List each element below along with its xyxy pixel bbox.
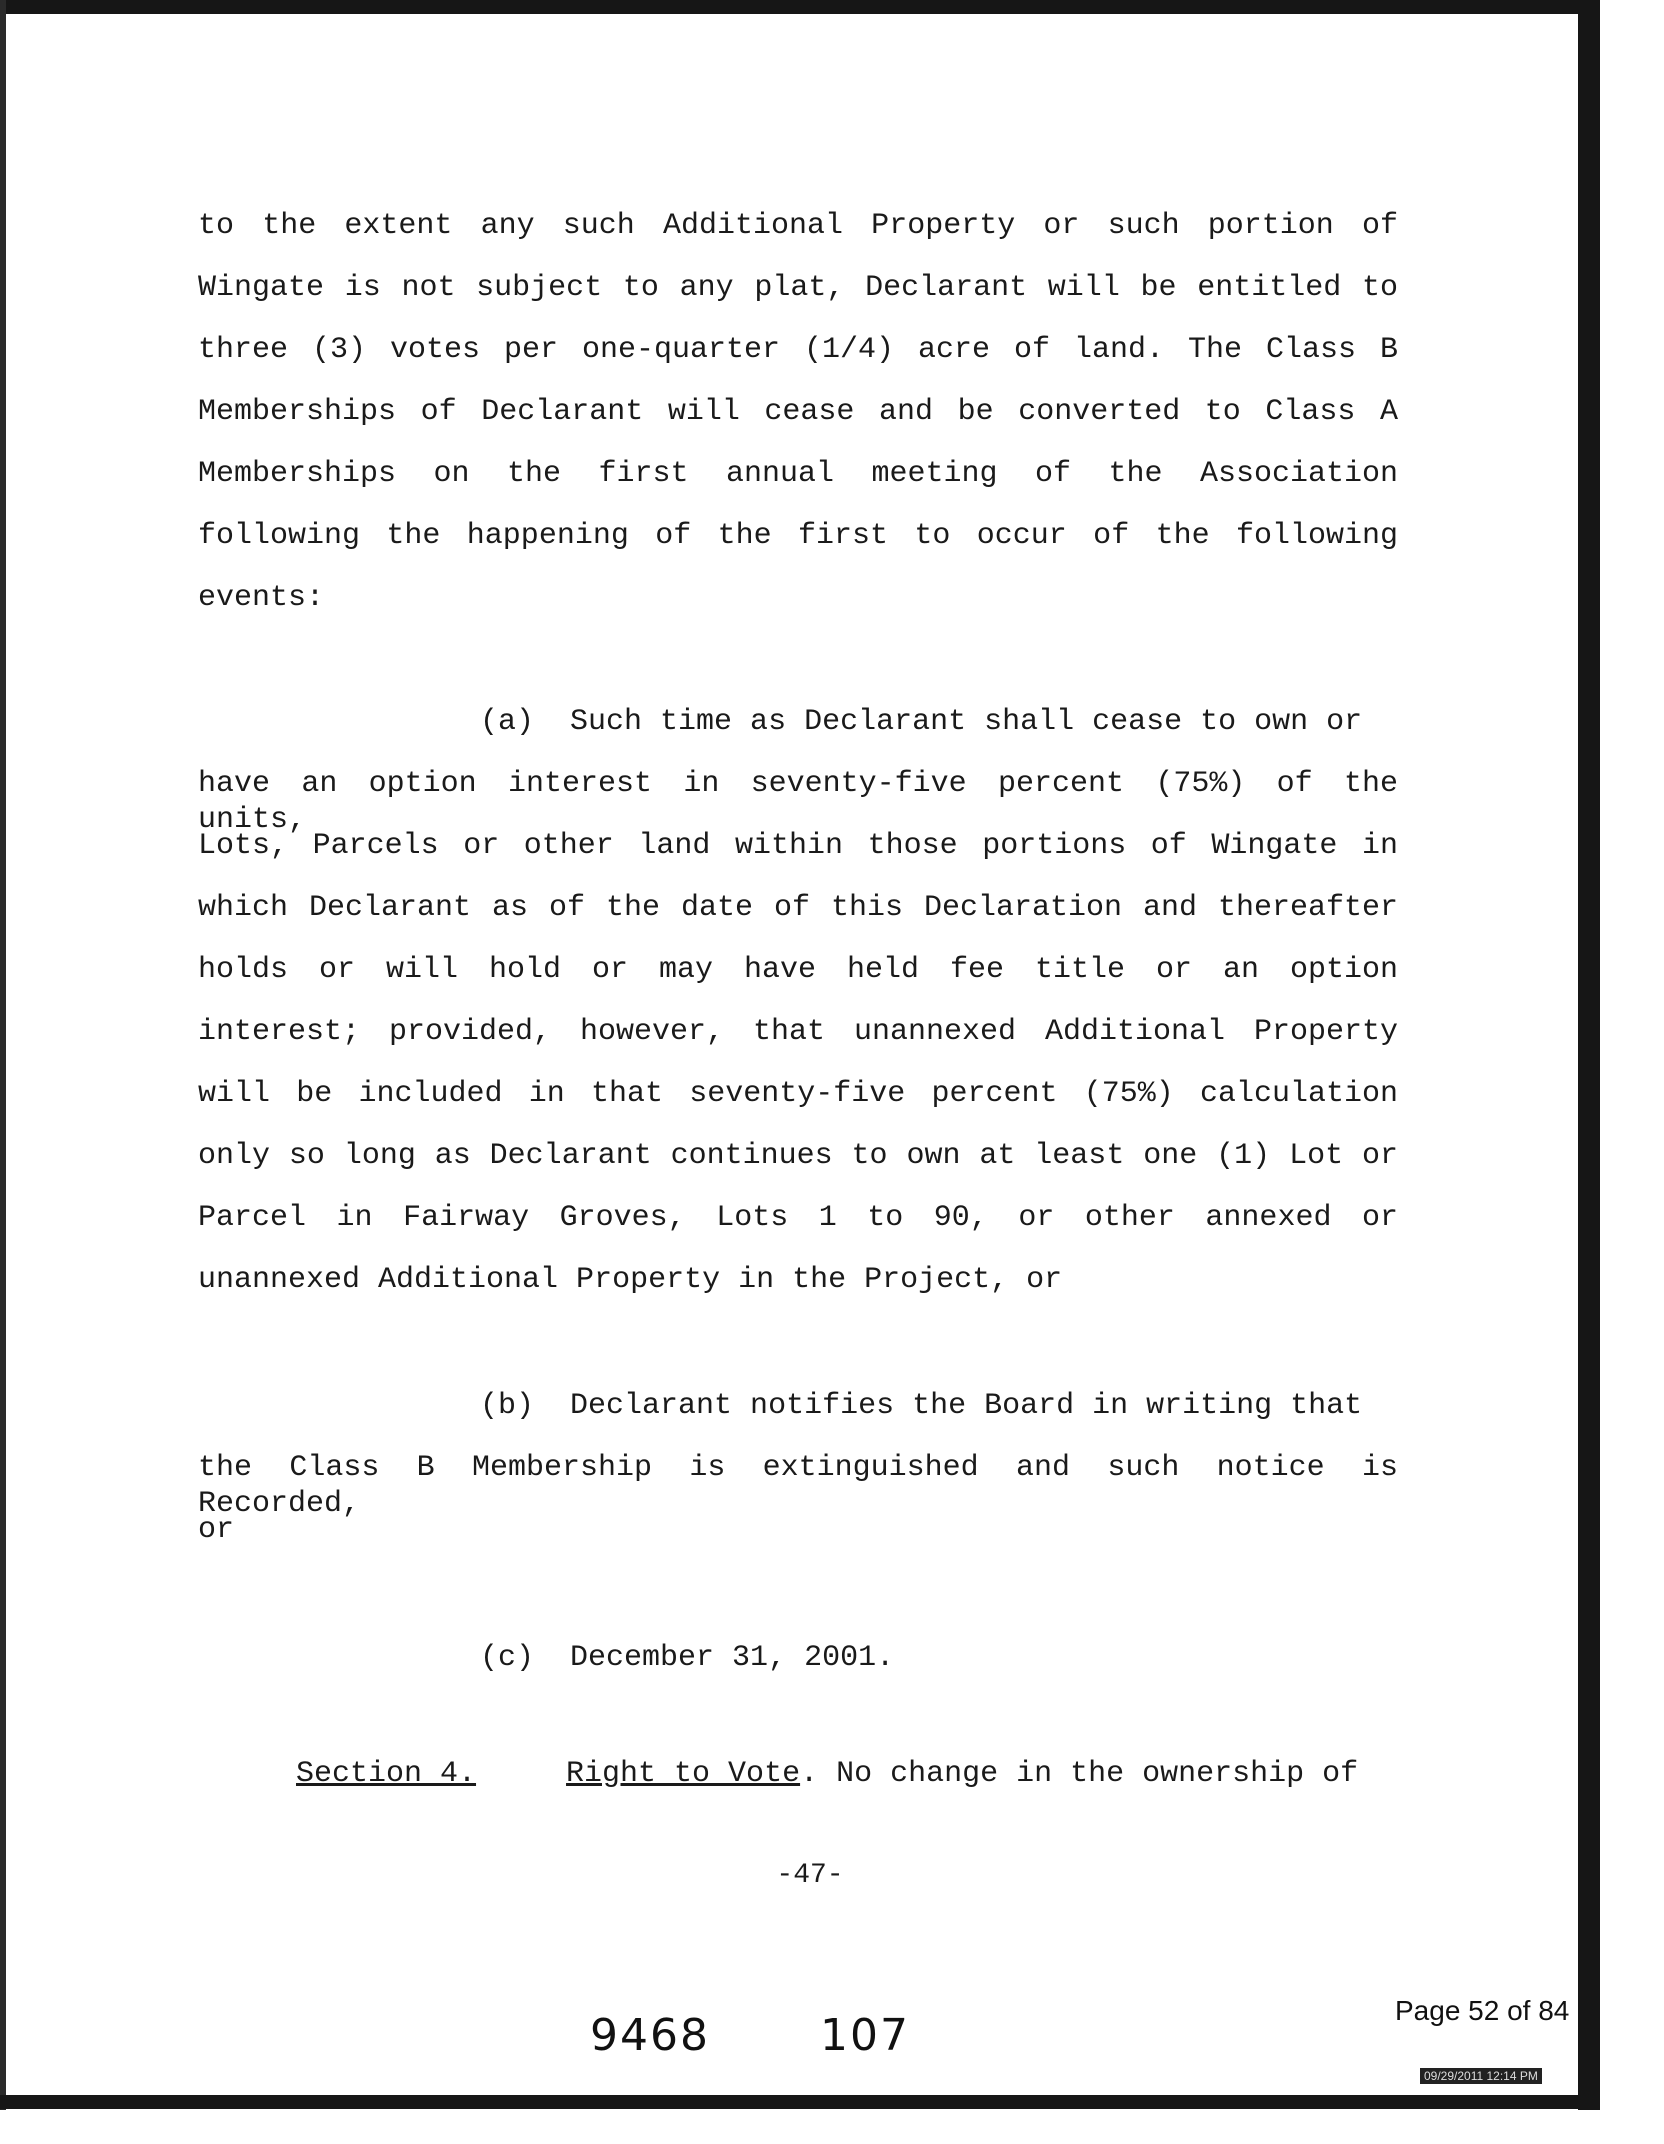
page-count-label: Page 52 of 84: [1395, 1995, 1570, 2026]
body-line: only so long as Declarant continues to own at least one (1) Lot or: [198, 1139, 1398, 1173]
body-line: Lots, Parcels or other land within those portions of Wingate in: [198, 829, 1398, 863]
list-item-a-first-line: [198, 704, 1398, 740]
list-item-c: [198, 1640, 1398, 1676]
list-marker: (c): [480, 1641, 535, 1675]
body-line: to the extent any such Additional Property or such portion of: [198, 209, 1398, 243]
list-item-text: Such time as Declarant shall cease to own or: [570, 705, 1363, 739]
list-marker: (b): [480, 1389, 535, 1423]
body-line: Memberships on the first annual meeting of the Association: [198, 457, 1398, 491]
body-line: holds or will hold or may have held fee title or an option: [198, 953, 1398, 987]
list-item-text: December 31, 2001.: [570, 1641, 895, 1675]
section-title: Right to Vote: [566, 1757, 801, 1791]
scan-border-left: [0, 0, 6, 2110]
list-marker: (a): [480, 705, 535, 739]
section-4-line: [198, 1756, 1398, 1792]
body-line: following the happening of the first to occur of the following: [198, 519, 1398, 553]
page-number: -47-: [776, 1860, 844, 1891]
body-line: three (3) votes per one-quarter (1/4) acre of land. The Class B: [198, 333, 1398, 367]
section-heading: Section 4.: [296, 1757, 477, 1791]
list-item-b-first-line: [198, 1388, 1398, 1424]
body-line: which Declarant as of the date of this Declaration and thereafter: [198, 891, 1398, 925]
body-line: Wingate is not subject to any plat, Declarant will be entitled to: [198, 271, 1398, 305]
body-line: interest; provided, however, that unannexed Additional Property: [198, 1015, 1398, 1049]
body-line: Memberships of Declarant will cease and be converted to Class A: [198, 395, 1398, 429]
book-number: 9468: [590, 2010, 710, 2061]
body-line: unannexed Additional Property in the Project, or: [198, 1263, 1063, 1297]
scan-border-top: [0, 0, 1600, 14]
body-line: the Class B Membership is extinguished and such notice is Recorded,: [198, 1451, 1398, 1521]
section-text: . No change in the ownership of: [800, 1757, 1359, 1791]
book-page-number: 107: [820, 2010, 910, 2061]
body-line: have an option interest in seventy-five percent (75%) of the units,: [198, 767, 1398, 837]
list-item-text: Declarant notifies the Board in writing that: [570, 1389, 1363, 1423]
body-line: events:: [198, 581, 325, 615]
scan-border-bottom: [0, 2095, 1600, 2109]
body-line: or: [198, 1513, 235, 1547]
body-line: will be included in that seventy-five percent (75%) calculation: [198, 1077, 1398, 1111]
print-timestamp: 09/29/2011 12:14 PM: [1420, 2068, 1542, 2084]
page-margin-strip: [1600, 0, 1664, 2144]
scan-border-right: [1578, 0, 1600, 2110]
body-line: Parcel in Fairway Groves, Lots 1 to 90, or other annexed or: [198, 1201, 1398, 1235]
